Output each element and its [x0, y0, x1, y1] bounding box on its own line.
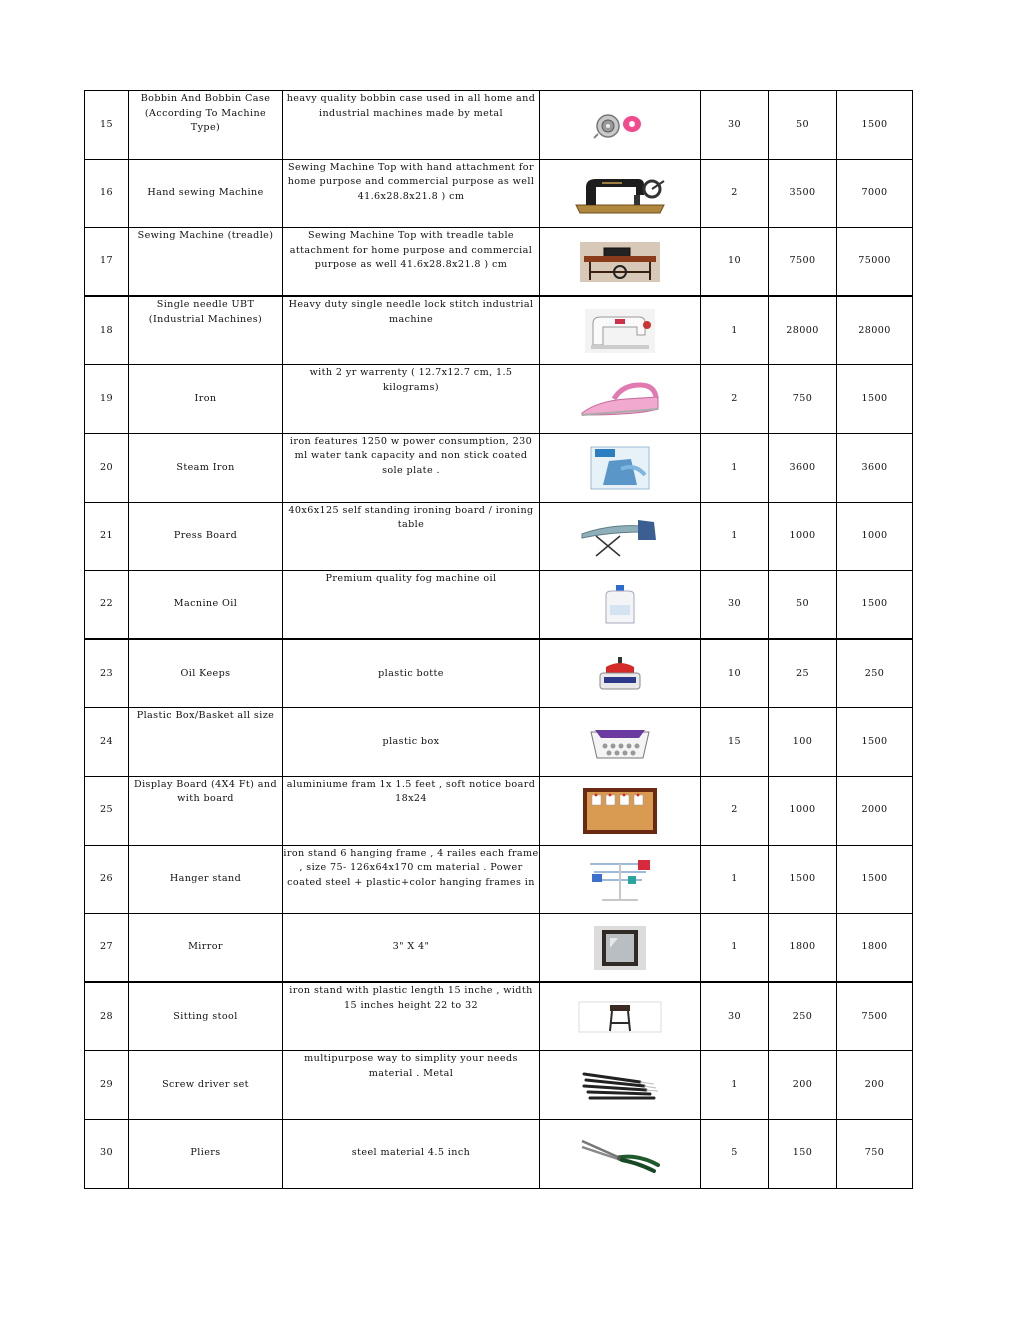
item-description: Sewing Machine Top with hand attachment for home purpose and commercial purpose as well 41.6x28.8x21.8 ) cm	[283, 159, 540, 228]
table-row	[85, 776, 913, 845]
item-description: plastic botte	[283, 639, 540, 708]
amount: 7000	[837, 159, 913, 228]
serial-number: 21	[85, 502, 129, 571]
amount: 75000	[837, 228, 913, 297]
item-description: Heavy duty single needle lock stitch industrial machine	[283, 296, 540, 365]
quantity: 30	[701, 982, 769, 1051]
quantity: 1	[701, 1051, 769, 1120]
table-row	[85, 639, 913, 708]
serial-number: 28	[85, 982, 129, 1051]
iron-icon	[540, 365, 701, 434]
rate: 25	[769, 639, 837, 708]
rate: 7500	[769, 228, 837, 297]
table-row	[85, 982, 913, 1051]
item-description: heavy quality bobbin case used in all home and industrial machines made by metal	[283, 91, 540, 160]
serial-number: 22	[85, 571, 129, 640]
item-name: Mirror	[129, 914, 283, 983]
table-row	[85, 228, 913, 297]
amount: 750	[837, 1119, 913, 1188]
item-description: Premium quality fog machine oil	[283, 571, 540, 640]
rate: 3600	[769, 433, 837, 502]
item-description: Sewing Machine Top with treadle table attachment for home purpose and commercial purpose as well 41.6x28.8x21.8 ) cm	[283, 228, 540, 297]
quantity: 30	[701, 571, 769, 640]
item-description: multipurpose way to simplity your needs material . Metal	[283, 1051, 540, 1120]
quantity: 5	[701, 1119, 769, 1188]
rate: 50	[769, 571, 837, 640]
serial-number: 24	[85, 708, 129, 777]
amount: 1500	[837, 571, 913, 640]
amount: 250	[837, 639, 913, 708]
amount: 7500	[837, 982, 913, 1051]
screwdriver-set-icon	[540, 1051, 701, 1120]
serial-number: 18	[85, 296, 129, 365]
table-row	[85, 365, 913, 434]
item-description: iron features 1250 w power consumption, 230 ml water tank capacity and non stick coated sole plate .	[283, 433, 540, 502]
serial-number: 15	[85, 91, 129, 160]
pliers-icon	[540, 1119, 701, 1188]
item-name: Display Board (4X4 Ft) and with board	[129, 776, 283, 845]
table-row	[85, 914, 913, 983]
quantity: 1	[701, 845, 769, 914]
item-name: Iron	[129, 365, 283, 434]
amount: 3600	[837, 433, 913, 502]
rate: 1800	[769, 914, 837, 983]
rate: 100	[769, 708, 837, 777]
item-name: Screw driver set	[129, 1051, 283, 1120]
quantity: 2	[701, 365, 769, 434]
table-row	[85, 1051, 913, 1120]
serial-number: 27	[85, 914, 129, 983]
rate: 28000	[769, 296, 837, 365]
quantity: 1	[701, 296, 769, 365]
item-description: iron stand with plastic length 15 inche , width 15 inches height 22 to 32	[283, 982, 540, 1051]
table-row	[85, 845, 913, 914]
table-row	[85, 159, 913, 228]
table-row	[85, 433, 913, 502]
serial-number: 29	[85, 1051, 129, 1120]
rate: 3500	[769, 159, 837, 228]
quantity: 1	[701, 502, 769, 571]
serial-number: 16	[85, 159, 129, 228]
stool-icon	[540, 982, 701, 1051]
amount: 2000	[837, 776, 913, 845]
rate: 1000	[769, 776, 837, 845]
rate: 150	[769, 1119, 837, 1188]
amount: 1500	[837, 845, 913, 914]
amount: 1000	[837, 502, 913, 571]
item-name: Hanger stand	[129, 845, 283, 914]
mirror-icon	[540, 914, 701, 983]
serial-number: 25	[85, 776, 129, 845]
treadle-sewing-machine-icon	[540, 228, 701, 297]
item-name: Macnine Oil	[129, 571, 283, 640]
serial-number: 17	[85, 228, 129, 297]
item-description: steel material 4.5 inch	[283, 1119, 540, 1188]
quantity: 10	[701, 639, 769, 708]
quantity: 30	[701, 91, 769, 160]
serial-number: 19	[85, 365, 129, 434]
notice-board-icon	[540, 776, 701, 845]
oil-jug-icon	[540, 571, 701, 640]
amount: 1500	[837, 91, 913, 160]
rate: 750	[769, 365, 837, 434]
item-name: Bobbin And Bobbin Case (According To Machine Type)	[129, 91, 283, 160]
item-name: Plastic Box/Basket all size	[129, 708, 283, 777]
hand-sewing-machine-icon	[540, 159, 701, 228]
amount: 200	[837, 1051, 913, 1120]
items-table	[84, 90, 913, 1189]
industrial-machine-icon	[540, 296, 701, 365]
ironing-board-icon	[540, 502, 701, 571]
table-row	[85, 91, 913, 160]
item-name: Single needle UBT (Industrial Machines)	[129, 296, 283, 365]
serial-number: 26	[85, 845, 129, 914]
item-description: with 2 yr warrenty ( 12.7x12.7 cm, 1.5 kilograms)	[283, 365, 540, 434]
table-row	[85, 1119, 913, 1188]
quantity: 1	[701, 433, 769, 502]
hanger-stand-icon	[540, 845, 701, 914]
steam-iron-icon	[540, 433, 701, 502]
serial-number: 20	[85, 433, 129, 502]
rate: 200	[769, 1051, 837, 1120]
table-row	[85, 571, 913, 640]
amount: 1800	[837, 914, 913, 983]
quantity: 15	[701, 708, 769, 777]
item-description: plastic box	[283, 708, 540, 777]
item-description: 40x6x125 self standing ironing board / ironing table	[283, 502, 540, 571]
item-description: iron stand 6 hanging frame , 4 railes each frame , size 75- 126x64x170 cm material . Power coated steel + plastic+color hanging frames in	[283, 845, 540, 914]
bobbin-icon	[540, 91, 701, 160]
item-description: 3" X 4"	[283, 914, 540, 983]
item-name: Sitting stool	[129, 982, 283, 1051]
table-row	[85, 296, 913, 365]
table-row	[85, 708, 913, 777]
quantity: 2	[701, 776, 769, 845]
item-name: Sewing Machine (treadle)	[129, 228, 283, 297]
amount: 1500	[837, 708, 913, 777]
item-name: Oil Keeps	[129, 639, 283, 708]
rate: 250	[769, 982, 837, 1051]
item-name: Hand sewing Machine	[129, 159, 283, 228]
amount: 28000	[837, 296, 913, 365]
item-description: aluminiume fram 1x 1.5 feet , soft notice board 18x24	[283, 776, 540, 845]
quantity: 10	[701, 228, 769, 297]
rate: 1500	[769, 845, 837, 914]
table-row	[85, 502, 913, 571]
item-name: Pliers	[129, 1119, 283, 1188]
serial-number: 30	[85, 1119, 129, 1188]
oil-keeper-icon	[540, 639, 701, 708]
item-name: Steam Iron	[129, 433, 283, 502]
amount: 1500	[837, 365, 913, 434]
quantity: 2	[701, 159, 769, 228]
plastic-basket-icon	[540, 708, 701, 777]
rate: 1000	[769, 502, 837, 571]
serial-number: 23	[85, 639, 129, 708]
rate: 50	[769, 91, 837, 160]
quantity: 1	[701, 914, 769, 983]
item-name: Press Board	[129, 502, 283, 571]
